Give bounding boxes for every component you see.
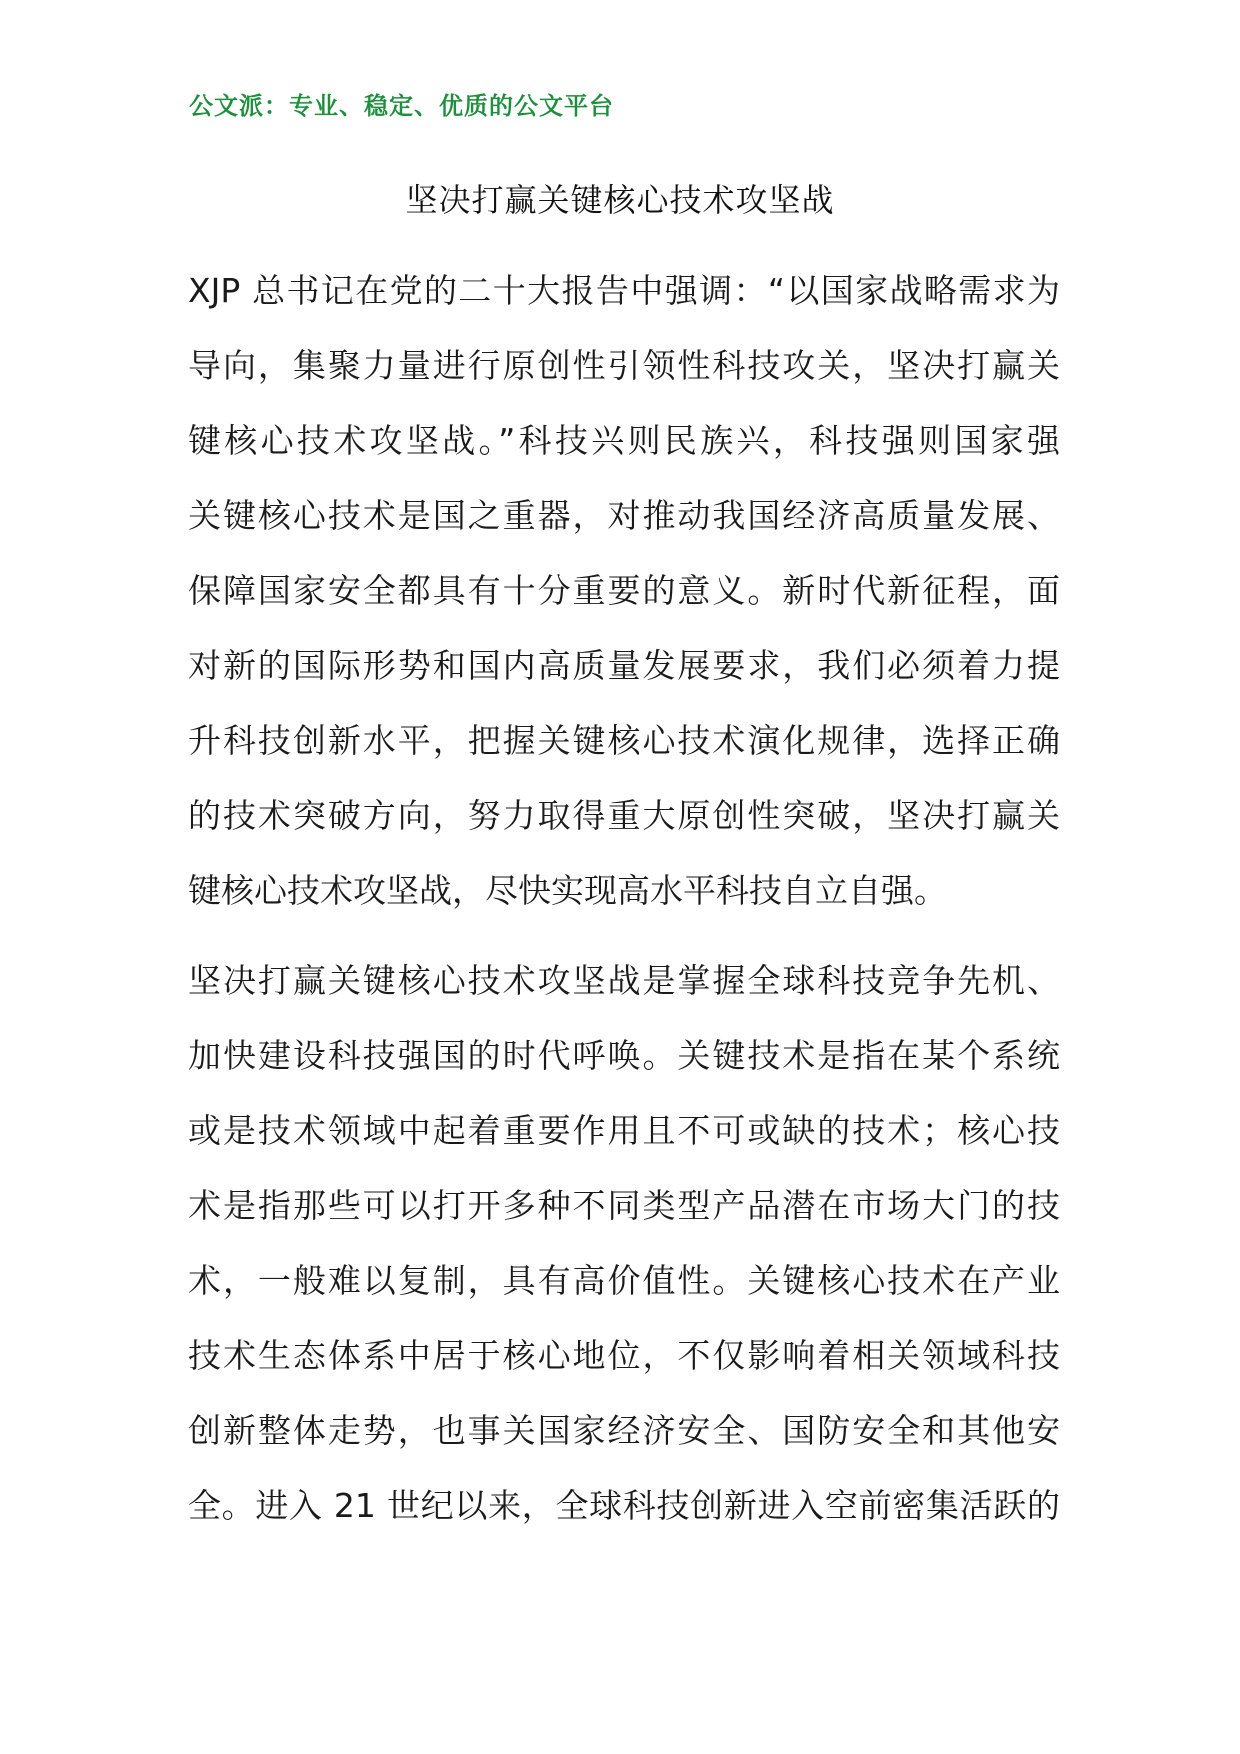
paragraph-line: XJP 总书记在党的二十大报告中强调：“以国家战略需求为	[188, 271, 1060, 310]
paragraph-line: 全。进入 21 世纪以来，全球科技创新进入空前密集活跃的	[188, 1486, 1060, 1525]
document-title: 坚决打赢关键核心技术攻坚战	[405, 181, 835, 219]
paragraph-2	[188, 943, 1060, 1543]
paragraph-line: 创新整体走势，也事关国家经济安全、国防安全和其他安	[188, 1411, 1060, 1450]
paragraph-line: 术是指那些可以打开多种不同类型产品潜在市场大门的技	[188, 1186, 1060, 1225]
paragraph-line: 对新的国际形势和国内高质量发展要求，我们必须着力提	[188, 646, 1060, 685]
brand-header: 公文派：专业、稳定、优质的公文平台	[189, 92, 614, 120]
paragraph-line: 导向，集聚力量进行原创性引领性科技攻关，坚决打赢关	[188, 346, 1060, 385]
paragraph-line: 技术生态体系中居于核心地位，不仅影响着相关领域科技	[188, 1336, 1060, 1375]
paragraph-line: 保障国家安全都具有十分重要的意义。新时代新征程，面	[188, 571, 1060, 610]
paragraph-line: 升科技创新水平，把握关键核心技术演化规律，选择正确	[188, 721, 1060, 760]
paragraph-line: 坚决打赢关键核心技术攻坚战是掌握全球科技竞争先机、	[188, 961, 1060, 1000]
paragraph-1	[188, 253, 1060, 928]
paragraph-line: 关键核心技术是国之重器，对推动我国经济高质量发展、	[188, 496, 1060, 535]
paragraph-line: 加快建设科技强国的时代呼唤。关键技术是指在某个系统	[188, 1036, 1060, 1075]
paragraph-line: 的技术突破方向，努力取得重大原创性突破，坚决打赢关	[188, 796, 1060, 835]
paragraph-line: 术，一般难以复制，具有高价值性。关键核心技术在产业	[188, 1261, 1060, 1300]
paragraph-line: 键核心技术攻坚战。”科技兴则民族兴，科技强则国家强	[188, 421, 1060, 460]
paragraph-line: 键核心技术攻坚战，尽快实现高水平科技自立自强。	[188, 871, 947, 910]
paragraph-line: 或是技术领域中起着重要作用且不可或缺的技术；核心技	[188, 1111, 1060, 1150]
